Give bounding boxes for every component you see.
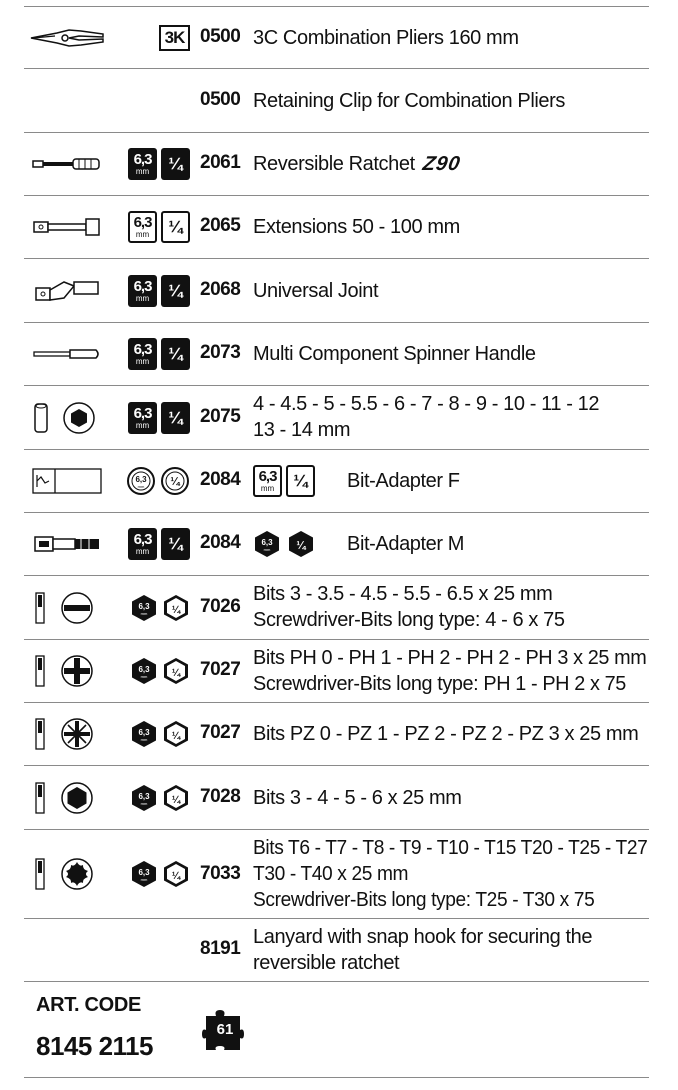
item-description: Extensions 50 - 100 mm: [253, 216, 460, 238]
item-description: Reversible Ratchet Z90: [253, 153, 463, 175]
socket-icons: [24, 386, 124, 449]
bit-icons: [24, 576, 124, 639]
item-code: 7033: [200, 863, 241, 884]
table-row: [24, 576, 649, 640]
svg-text:mm: mm: [137, 484, 145, 489]
6-3mm-badge: 6,3 mm: [128, 338, 157, 370]
drive-badges: [116, 259, 190, 322]
bit-icons: [24, 766, 124, 829]
6-3mm-hex-icon: [130, 784, 158, 812]
quarter-inch-badge: ¼: [161, 148, 190, 180]
item-code: 2075: [200, 406, 241, 427]
item-code: 2068: [200, 279, 241, 300]
bit-icons: [24, 703, 124, 765]
bit-icons: [24, 830, 124, 918]
6-3mm-round-icon: [126, 466, 156, 496]
svg-text:6,3: 6,3: [138, 728, 150, 737]
item-code: 0500: [200, 26, 241, 47]
svg-text:¼: ¼: [171, 871, 181, 882]
z90-logo: Z90: [420, 153, 463, 175]
item-description: Multi Component Spinner Handle: [253, 343, 536, 365]
item-code: 7027: [200, 722, 241, 743]
art-code-value: 8145 2115: [36, 1031, 153, 1061]
drive-badges: [116, 323, 190, 385]
svg-text:¼: ¼: [170, 476, 180, 488]
item-description: Bits 3 - 3.5 - 4.5 - 5.5 - 6.5 x 25 mm Screwdriver-Bits long type: 4 - 6 x 75: [253, 583, 565, 631]
bit-icons: [24, 640, 124, 702]
item-description: Bits 3 - 4 - 5 - 6 x 25 mm: [253, 787, 462, 809]
drive-badges: [116, 386, 190, 449]
bit-icon: [34, 654, 46, 688]
svg-text:mm: mm: [140, 674, 148, 679]
item-description: Bits PH 0 - PH 1 - PH 2 - PH 2 - PH 3 x 25 mm Screwdriver-Bits long type: PH 1 - PH 2 x 75: [253, 647, 647, 695]
inline-badges: [253, 530, 315, 558]
drive-badges: [116, 7, 190, 68]
socket-icon: [34, 402, 48, 434]
item-description: 4 - 4.5 - 5 - 5.5 - 6 - 7 - 8 - 9 - 10 - 11 - 12 13 - 14 mm: [253, 393, 600, 441]
quarter-hex-icon: [287, 530, 315, 558]
art-code-label: ART. CODE: [36, 994, 142, 1016]
item-code: 7026: [200, 596, 241, 617]
item-code: 2061: [200, 152, 241, 173]
6-3mm-badge: 6,3 mm: [253, 465, 282, 497]
drive-badges: [116, 703, 190, 765]
table-row: [24, 640, 649, 703]
3k-badge: 3K: [159, 25, 190, 51]
item-code: 7028: [200, 786, 241, 807]
6-3mm-hex-icon: [130, 860, 158, 888]
table-row: [24, 919, 649, 982]
svg-text:¼: ¼: [171, 668, 181, 679]
spinner-handle-icon: [24, 323, 110, 385]
table-row: [24, 69, 649, 133]
bit-adapter-f-icon: [24, 450, 110, 512]
drive-badges: [116, 576, 190, 639]
table-row: [24, 513, 649, 576]
parts-table: [24, 6, 649, 982]
item-description: 3C Combination Pliers 160 mm: [253, 27, 519, 49]
item-description: Lanyard with snap hook for securing the reversible ratchet: [253, 926, 593, 974]
table-row: [24, 6, 649, 69]
extension-icon: [24, 196, 110, 258]
drive-badges: [116, 450, 190, 512]
table-row: [24, 323, 649, 386]
inline-badges: [253, 465, 315, 497]
torx-tip-icon: [60, 857, 94, 891]
6-3mm-badge: 6,3 mm: [128, 528, 157, 560]
6-3mm-badge: 6,3 mm: [128, 148, 157, 180]
6-3mm-badge: 6,3 mm: [128, 402, 157, 434]
item-description: Bit-Adapter M: [347, 533, 465, 555]
table-row: [24, 196, 649, 259]
svg-text:6,3: 6,3: [138, 665, 150, 674]
quarter-inch-badge: ¼: [161, 211, 190, 243]
quarter-hex-outline-icon: [162, 784, 190, 812]
svg-text:mm: mm: [140, 610, 148, 616]
item-description: Bit-Adapter F: [347, 470, 460, 492]
6-3mm-badge: 6,3 mm: [128, 275, 157, 307]
quarter-hex-outline-icon: [162, 594, 190, 622]
table-row: [24, 703, 649, 766]
quarter-inch-badge: ¼: [161, 275, 190, 307]
item-description: Bits PZ 0 - PZ 1 - PZ 2 - PZ 2 - PZ 3 x 25 mm: [253, 723, 639, 745]
drive-badges: [116, 513, 190, 575]
quarter-inch-badge: ¼: [286, 465, 315, 497]
quarter-hex-outline-icon: [162, 720, 190, 748]
svg-text:6,3: 6,3: [138, 868, 150, 877]
puzzle-piece-icon: [202, 1008, 244, 1052]
svg-text:mm: mm: [140, 800, 148, 806]
6-3mm-hex-icon: [253, 530, 281, 558]
svg-text:6,3: 6,3: [138, 601, 150, 611]
6-3mm-hex-icon: [130, 594, 158, 622]
item-code: 2084: [200, 469, 241, 490]
quarter-inch-badge: ¼: [161, 528, 190, 560]
svg-text:¼: ¼: [296, 540, 306, 552]
slotted-tip-icon: [60, 591, 94, 625]
quarter-hex-outline-icon: [162, 657, 190, 685]
quarter-inch-badge: ¼: [161, 338, 190, 370]
svg-text:6,3: 6,3: [138, 791, 150, 801]
phillips-tip-icon: [60, 654, 94, 688]
item-description: Retaining Clip for Combination Pliers: [253, 90, 566, 112]
svg-text:¼: ¼: [171, 731, 181, 742]
svg-text:6,3: 6,3: [135, 475, 147, 484]
svg-text:mm: mm: [140, 877, 148, 882]
item-code: 2073: [200, 342, 241, 363]
6-3mm-hex-icon: [130, 657, 158, 685]
pliers-icon: [24, 7, 110, 68]
svg-text:mm: mm: [140, 737, 148, 742]
table-row: [24, 386, 649, 450]
svg-text:6,3: 6,3: [261, 538, 273, 547]
6-3mm-hex-icon: [130, 720, 158, 748]
hex-socket-icon: [62, 401, 96, 435]
item-description: Bits T6 - T7 - T8 - T9 - T10 - T15 T20 - T25 - T27 T30 - T40 x 25 mm Screwdriver-Bits long type: T25 - T30 x 75: [253, 837, 648, 911]
item-code: 2084: [200, 532, 241, 553]
item-code: 2065: [200, 215, 241, 236]
svg-text:¼: ¼: [171, 794, 181, 806]
table-row: [24, 766, 649, 830]
svg-text:mm: mm: [263, 547, 271, 552]
bit-icon: [34, 857, 46, 891]
pozidriv-tip-icon: [60, 717, 94, 751]
quarter-round-icon: [160, 466, 190, 496]
drive-badges: [116, 196, 190, 258]
quarter-hex-outline-icon: [162, 860, 190, 888]
bit-icon: [34, 781, 46, 815]
bit-adapter-m-icon: [24, 513, 110, 575]
drive-badges: [116, 133, 190, 195]
table-row: [24, 450, 649, 513]
item-description: Universal Joint: [253, 280, 379, 302]
ratchet-icon: [24, 133, 110, 195]
hex-tip-icon: [60, 781, 94, 815]
piece-count: 61: [216, 1021, 234, 1038]
item-code: 0500: [200, 89, 241, 110]
universal-joint-icon: [24, 259, 110, 322]
6-3mm-badge: 6,3 mm: [128, 211, 157, 243]
bit-icon: [34, 591, 46, 625]
table-row: [24, 133, 649, 196]
drive-badges: [116, 766, 190, 829]
bit-icon: [34, 717, 46, 751]
svg-text:¼: ¼: [171, 604, 181, 616]
item-code: 8191: [200, 938, 241, 959]
drive-badges: [116, 640, 190, 702]
quarter-inch-badge: ¼: [161, 402, 190, 434]
item-code: 7027: [200, 659, 241, 680]
drive-badges: [116, 830, 190, 918]
table-row: [24, 830, 649, 919]
bottom-divider: [24, 1077, 649, 1078]
table-row: [24, 259, 649, 323]
